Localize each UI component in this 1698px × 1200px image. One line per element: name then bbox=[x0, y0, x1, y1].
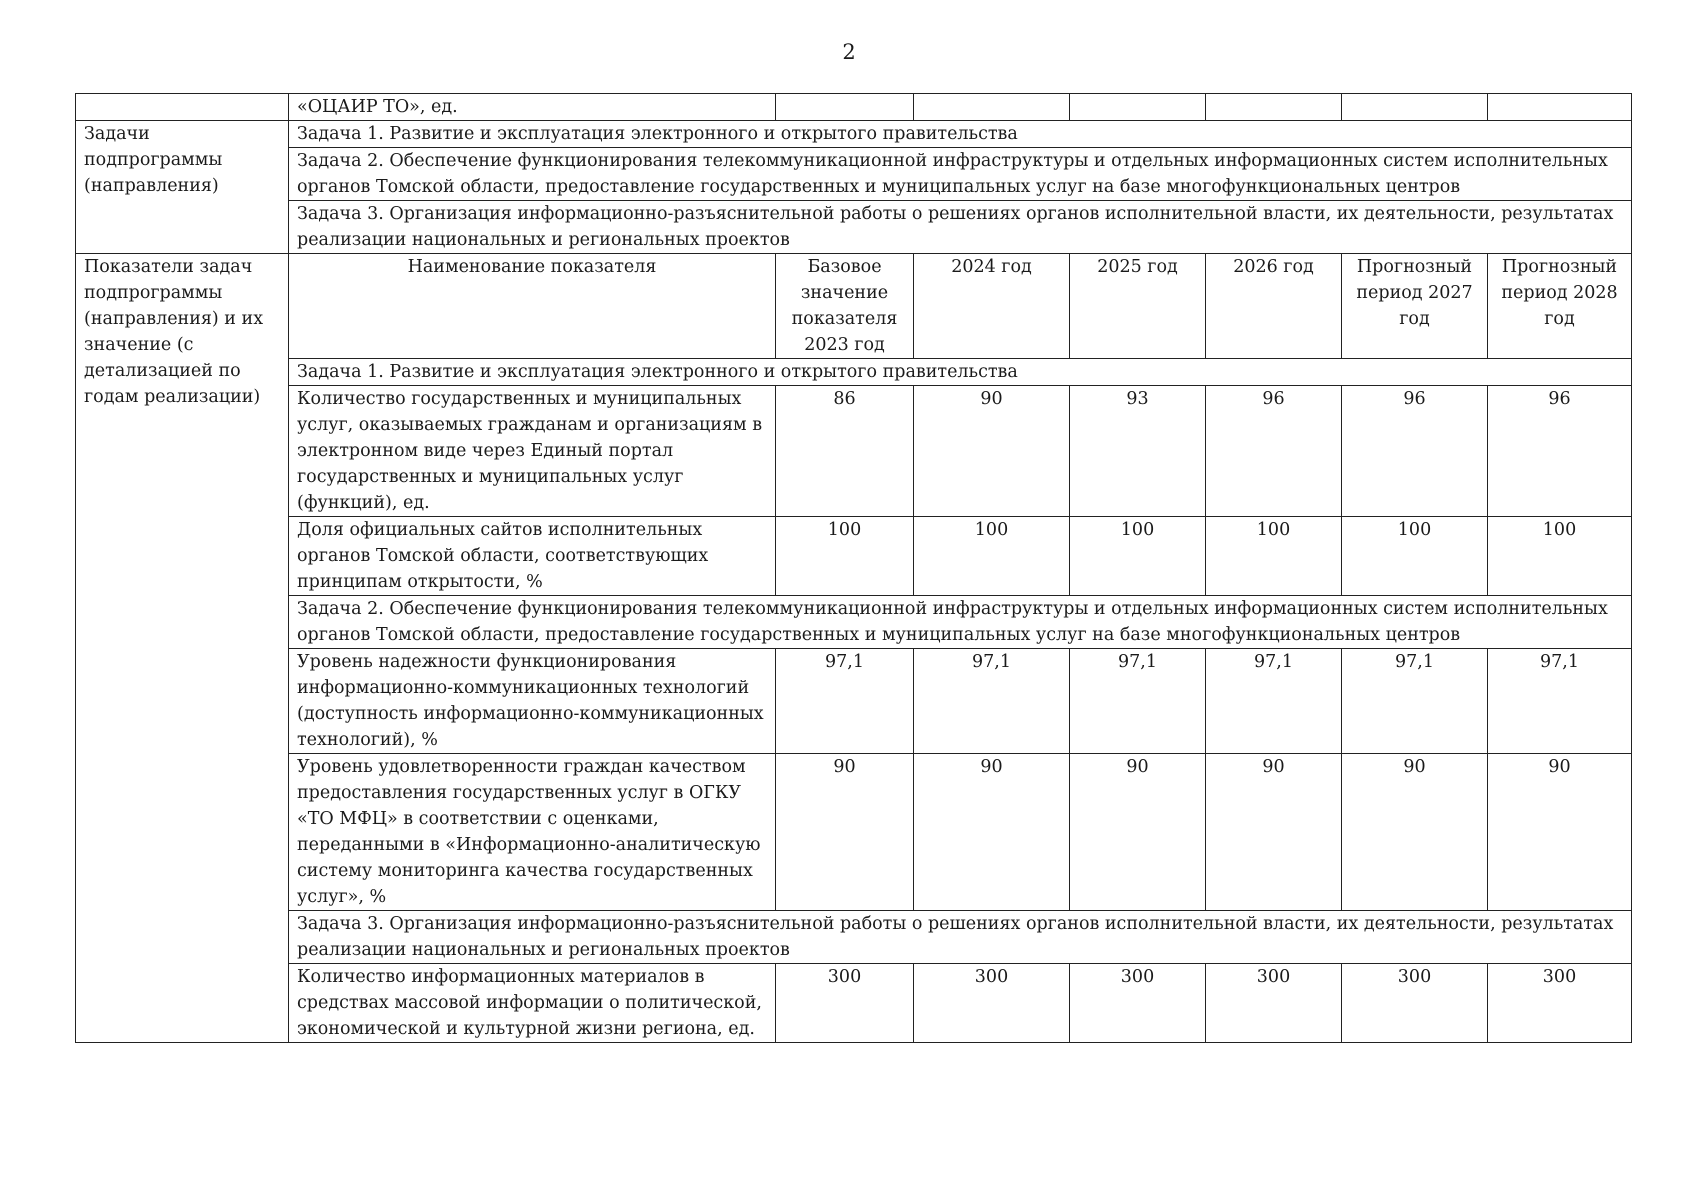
group-task-row bbox=[76, 596, 1632, 649]
value-2026: 97,1 bbox=[1206, 649, 1342, 754]
value-2024: 300 bbox=[914, 964, 1070, 1043]
indicator-row bbox=[76, 386, 1632, 517]
task-text: Задача 3. Организация информационно-разъяснительной работы о решениях органов исполнительной власти, их деятельности, результатах реализации национальных и региональных проектов bbox=[289, 201, 1632, 254]
value-2024: 97,1 bbox=[914, 649, 1070, 754]
indicator-row bbox=[76, 964, 1632, 1043]
empty-cell bbox=[1206, 94, 1342, 121]
header-2027: Прогнозный период 2027 год bbox=[1342, 254, 1488, 359]
indicator-name: Доля официальных сайтов исполнительных органов Томской области, соответствующих принципам открытости, % bbox=[289, 517, 776, 596]
continuation-row bbox=[76, 94, 1632, 121]
indicator-name: Уровень надежности функционирования информационно-коммуникационных технологий (доступность информационно-коммуникационных технологий), % bbox=[289, 649, 776, 754]
group-task-title: Задача 2. Обеспечение функционирования телекоммуникационной инфраструктуры и отдельных информационных систем исполнительных органов Томской области, предоставление государственных и муниципальных услуг на базе многофункциональных центров bbox=[289, 596, 1632, 649]
value-2027: 90 bbox=[1342, 754, 1488, 911]
value-2028: 100 bbox=[1488, 517, 1632, 596]
indicator-name: Уровень удовлетворенности граждан качеством предоставления государственных услуг в ОГКУ «ТО МФЦ» в соответствии с оценками, переданными в «Информационно-аналитическую систему мониторинга качества государственных услуг», % bbox=[289, 754, 776, 911]
indicator-name: Количество информационных материалов в средствах массовой информации о политической, экономической и культурной жизни региона, ед. bbox=[289, 964, 776, 1043]
value-2027: 96 bbox=[1342, 386, 1488, 517]
value-2026: 100 bbox=[1206, 517, 1342, 596]
group-task-row bbox=[76, 359, 1632, 386]
value-2025: 100 bbox=[1070, 517, 1206, 596]
empty-cell bbox=[1488, 94, 1632, 121]
indicator-row bbox=[76, 517, 1632, 596]
indicator-name: Количество государственных и муниципальных услуг, оказываемых гражданам и организациям в электронном виде через Единый портал государственных и муниципальных услуг (функций), ед. bbox=[289, 386, 776, 517]
value-2023: 100 bbox=[776, 517, 914, 596]
header-2026: 2026 год bbox=[1206, 254, 1342, 359]
empty-cell bbox=[914, 94, 1070, 121]
value-2023: 97,1 bbox=[776, 649, 914, 754]
page-number: 2 bbox=[842, 40, 856, 64]
indicators-section-label: Показатели задач подпрограммы (направления) и их значение (с детализацией по годам реализации) bbox=[76, 254, 289, 1043]
empty-cell bbox=[76, 94, 289, 121]
header-2028: Прогнозный период 2028 год bbox=[1488, 254, 1632, 359]
group-task-row bbox=[76, 911, 1632, 964]
value-2023: 90 bbox=[776, 754, 914, 911]
task-row bbox=[76, 201, 1632, 254]
empty-cell bbox=[1070, 94, 1206, 121]
value-2026: 90 bbox=[1206, 754, 1342, 911]
value-2025: 93 bbox=[1070, 386, 1206, 517]
value-2027: 100 bbox=[1342, 517, 1488, 596]
value-2026: 300 bbox=[1206, 964, 1342, 1043]
header-indicator-name: Наименование показателя bbox=[289, 254, 776, 359]
value-2028: 300 bbox=[1488, 964, 1632, 1043]
task-row bbox=[76, 121, 1632, 148]
tasks-section-label: Задачи подпрограммы (направления) bbox=[76, 121, 289, 254]
value-2028: 96 bbox=[1488, 386, 1632, 517]
value-2028: 90 bbox=[1488, 754, 1632, 911]
header-2024: 2024 год bbox=[914, 254, 1070, 359]
header-2025: 2025 год bbox=[1070, 254, 1206, 359]
subprogram-passport-table bbox=[75, 93, 1632, 1043]
value-2024: 100 bbox=[914, 517, 1070, 596]
group-task-title: Задача 3. Организация информационно-разъяснительной работы о решениях органов исполнительной власти, их деятельности, результатах реализации национальных и региональных проектов bbox=[289, 911, 1632, 964]
value-2025: 90 bbox=[1070, 754, 1206, 911]
empty-cell bbox=[1342, 94, 1488, 121]
continuation-text: «ОЦАИР ТО», ед. bbox=[289, 94, 776, 121]
indicator-row bbox=[76, 649, 1632, 754]
value-2024: 90 bbox=[914, 754, 1070, 911]
value-2024: 90 bbox=[914, 386, 1070, 517]
value-2028: 97,1 bbox=[1488, 649, 1632, 754]
value-2027: 300 bbox=[1342, 964, 1488, 1043]
group-task-title: Задача 1. Развитие и эксплуатация электронного и открытого правительства bbox=[289, 359, 1632, 386]
task-text: Задача 1. Развитие и эксплуатация электронного и открытого правительства bbox=[289, 121, 1632, 148]
header-base-2023: Базовое значение показателя 2023 год bbox=[776, 254, 914, 359]
value-2025: 300 bbox=[1070, 964, 1206, 1043]
value-2023: 300 bbox=[776, 964, 914, 1043]
value-2025: 97,1 bbox=[1070, 649, 1206, 754]
value-2027: 97,1 bbox=[1342, 649, 1488, 754]
indicator-row bbox=[76, 754, 1632, 911]
value-2023: 86 bbox=[776, 386, 914, 517]
indicators-header-row bbox=[76, 254, 1632, 359]
task-text: Задача 2. Обеспечение функционирования телекоммуникационной инфраструктуры и отдельных информационных систем исполнительных органов Томской области, предоставление государственных и муниципальных услуг на базе многофункциональных центров bbox=[289, 148, 1632, 201]
empty-cell bbox=[776, 94, 914, 121]
task-row bbox=[76, 148, 1632, 201]
value-2026: 96 bbox=[1206, 386, 1342, 517]
